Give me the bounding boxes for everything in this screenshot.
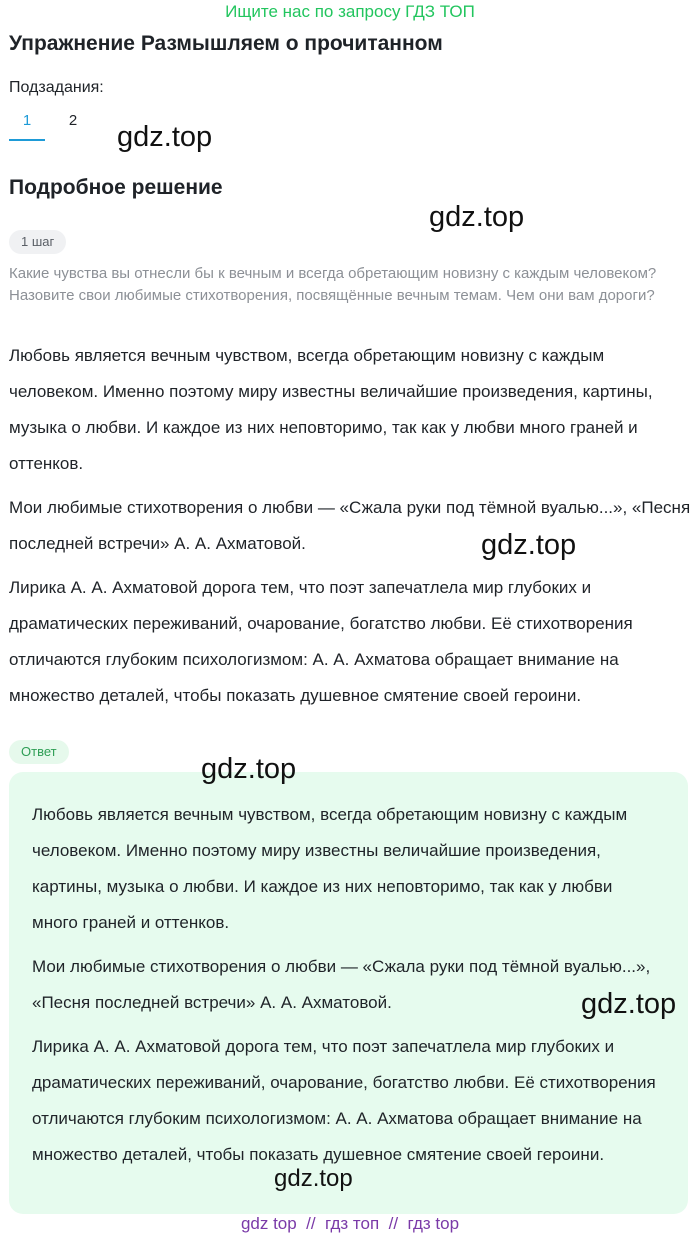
subtask-tab-2[interactable]: 2 [68,112,78,129]
subtasks-label: Подзадания: [9,79,104,96]
answer-paragraph: Мои любимые стихотворения о любви — «Сжала руки под тёмной вуалью...», «Песня последней встречи» А. А. Ахматовой. [32,957,651,1012]
question-text: Какие чувства вы отнесли бы к вечным и всегда обретающим новизну с каждым человеком? Назовите свои любимые стихотворения, посвящённые вечным темам. Чем они вам дороги? [9,265,657,304]
top-banner: Ищите нас по запросу ГДЗ ТОП [225,2,475,21]
subtask-tabs [9,104,687,141]
answer-paragraph: Лирика А. А. Ахматовой дорога тем, что поэт запечатлела мир глубоких и драматических переживаний, очарование, богатство любви. Её стихотворения отличаются глубоким психологизмом: А. А. Ахматова обращает внимание на множество деталей, чтобы показать душевное смятение своей героини. [32,1037,656,1164]
footer-links: gdz top // гдз топ // гдз top [240,1214,460,1233]
step-badge: 1 шаг [9,230,66,254]
answer-paragraph: Любовь является вечным чувством, всегда обретающим новизну с каждым человеком. Именно поэтому миру известны величайшие произведения, картины, музыка о любви. И каждое из них неповторимо, так как у любви много граней и оттенков. [32,805,628,932]
watermark: gdz.top [201,753,297,785]
watermark: gdz.top [481,529,577,561]
solution-paragraph: Лирика А. А. Ахматовой дорога тем, что поэт запечатлела мир глубоких и драматических переживаний, очарование, богатство любви. Её стихотворения отличаются глубоким психологизмом: А. А. Ахматова обращает внимание на множество деталей, чтобы показать душевное смятение своей героини. [9,578,633,705]
watermark: gdz.top [581,988,677,1020]
watermark: gdz.top [117,121,213,153]
solution-paragraph: Мои любимые стихотворения о любви — «Сжала руки под тёмной вуалью...», «Песня последней встречи» А. А. Ахматовой. [9,498,691,553]
solution-body [9,338,691,722]
watermark: gdz.top [274,1165,353,1192]
answer-badge: Ответ [9,740,69,764]
subtask-tab-1[interactable]: 1 [9,104,45,141]
solution-title: Подробное решение [9,176,223,199]
page-title: Упражнение Размышляем о прочитанном [9,32,443,55]
watermark: gdz.top [429,201,525,233]
solution-paragraph: Любовь является вечным чувством, всегда обретающим новизну с каждым человеком. Именно поэтому миру известны величайшие произведения, картины, музыка о любви. И каждое из них неповторимо, так как у любви много граней и оттенков. [9,346,653,473]
